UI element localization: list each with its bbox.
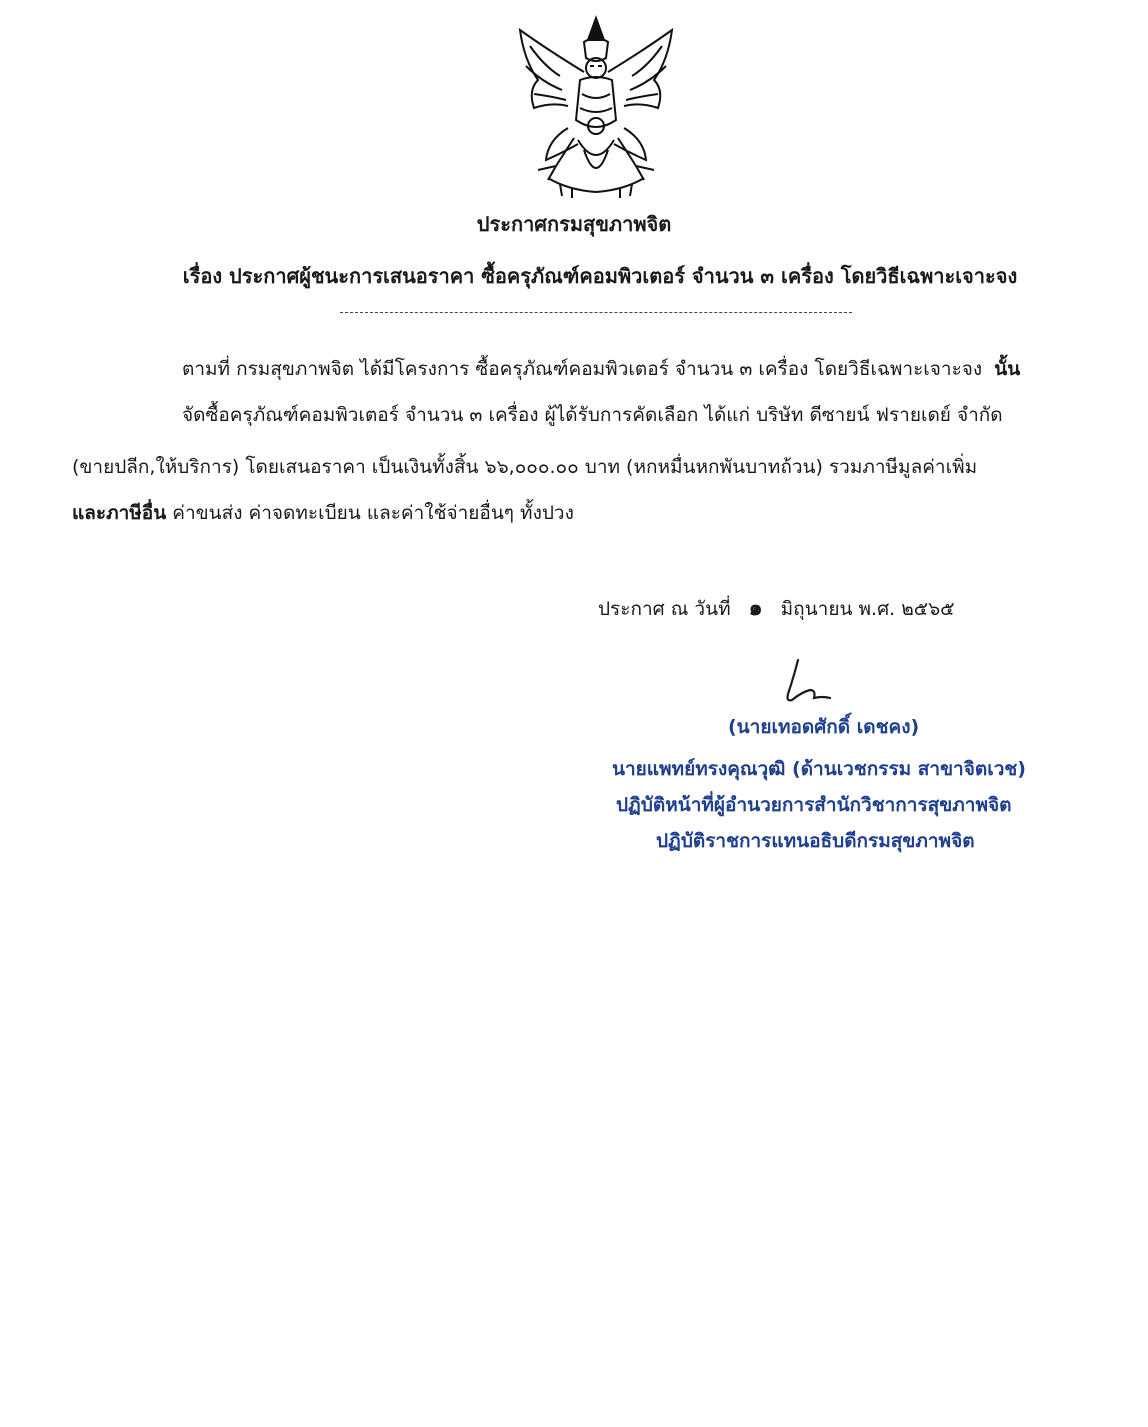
body-paragraph-line bbox=[182, 354, 1020, 384]
body-text-emphasis: และภาษีอื่น bbox=[72, 502, 167, 524]
body-paragraph-line: (ขายปลีก,ให้บริการ) โดยเสนอราคา เป็นเงินทั้งสิ้น ๖๖,๐๐๐.๐๐ บาท (หกหมื่นหกพันบาทถ้วน) รวมภาษีมูลค่าเพิ่ม bbox=[72, 456, 978, 478]
signer-position: นายแพทย์ทรงคุณวุฒิ (ด้านเวชกรรม สาขาจิตเวช) bbox=[612, 758, 1026, 780]
body-text: ค่าขนส่ง ค่าจดทะเบียน และค่าใช้จ่ายอื่นๆ ทั้งปวง bbox=[166, 502, 574, 524]
garuda-emblem-icon bbox=[508, 10, 684, 200]
announcement-title: ประกาศกรมสุขภาพจิต bbox=[476, 212, 672, 236]
body-text-emphasis: นั้น bbox=[994, 358, 1021, 380]
date-day: ๑ bbox=[748, 596, 763, 621]
handwritten-signature-icon bbox=[758, 656, 838, 716]
date-month-year: มิถุนายน พ.ศ. ๒๕๖๕ bbox=[780, 598, 955, 620]
body-paragraph-line: จัดซื้อครุภัณฑ์คอมพิวเตอร์ จำนวน ๓ เครื่อง ผู้ได้รับการคัดเลือก ได้แก่ บริษัท ดีซายน์ ฟรายเดย์ จำกัด bbox=[182, 404, 1003, 426]
announcement-subject: เรื่อง ประกาศผู้ชนะการเสนอราคา ซื้อครุภัณฑ์คอมพิวเตอร์ จำนวน ๓ เครื่อง โดยวิธีเฉพาะเจาะจง bbox=[182, 264, 1018, 288]
body-text: ตามที่ กรมสุขภาพจิต ได้มีโครงการ ซื้อครุภัณฑ์คอมพิวเตอร์ จำนวน ๓ เครื่อง โดยวิธีเฉพาะเจาะจง bbox=[182, 358, 983, 380]
signer-position: ปฏิบัติราชการแทนอธิบดีกรมสุขภาพจิต bbox=[656, 830, 975, 852]
date-prefix: ประกาศ ณ วันที่ bbox=[598, 598, 731, 620]
announcement-date bbox=[598, 590, 955, 625]
signer-position: ปฏิบัติหน้าที่ผู้อำนวยการสำนักวิชาการสุขภาพจิต bbox=[616, 794, 1012, 816]
signer-name: (นายเทอดศักดิ์ เดชคง) bbox=[728, 716, 920, 738]
title-divider bbox=[340, 312, 852, 313]
body-paragraph-line bbox=[72, 498, 574, 528]
